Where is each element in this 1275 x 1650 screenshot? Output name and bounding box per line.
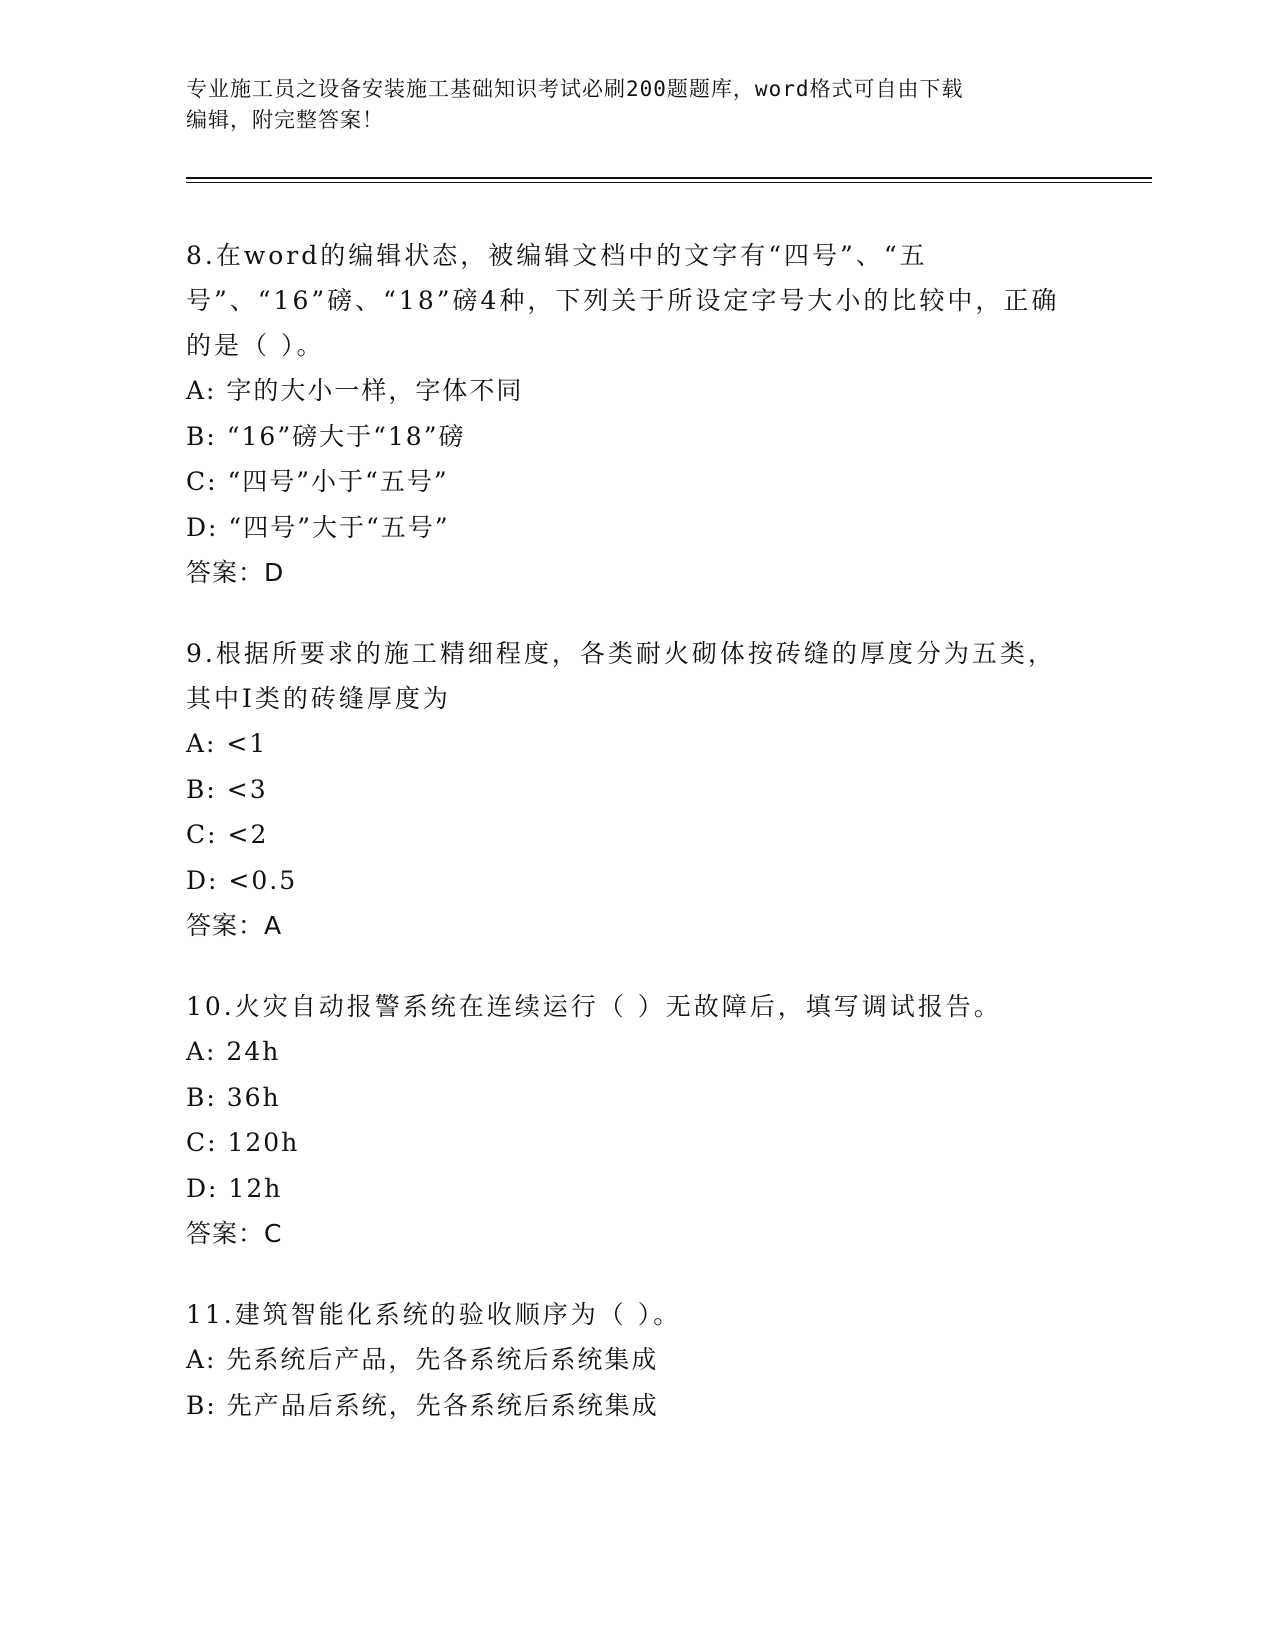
- header-divider-thin: [186, 182, 1152, 183]
- option-d: D: “四号”大于“五号”: [186, 512, 450, 542]
- option-a: A: <1: [186, 729, 268, 758]
- header-title-line-2: 编辑，附完整答案！: [186, 108, 384, 132]
- option-a: A: 先系统后产品，先各系统后系统集成: [186, 1345, 659, 1374]
- question-11: [186, 1292, 1066, 1428]
- answer-label: 答案：D: [186, 558, 285, 587]
- option-b: B: <3: [186, 774, 268, 804]
- answer-label: 答案：A: [186, 911, 283, 940]
- option-b: B: “16”磅大于“18”磅: [186, 421, 466, 451]
- option-c: C: “四号”小于“五号”: [186, 467, 449, 496]
- question-text: 9.根据所要求的施工精细程度，各类耐火砌体按砖缝的厚度分为五类，其中I类的砖缝厚度为: [186, 639, 1056, 713]
- question-8: [186, 233, 1066, 596]
- option-c: C: <2: [186, 820, 269, 849]
- option-b: B: 先产品后系统，先各系统后系统集成: [186, 1390, 659, 1420]
- question-text: 10.火灾自动报警系统在连续运行（ ）无故障后，填写调试报告。: [186, 992, 1002, 1021]
- question-9: [186, 631, 1066, 949]
- question-list: [186, 233, 1066, 1463]
- option-d: D: 12h: [186, 1173, 283, 1203]
- document-header: [186, 74, 1066, 136]
- question-text: 8.在word的编辑状态，被编辑文档中的文字有“四号”、“五号”、“16”磅、“18”磅4种，下列关于所设定字号大小的比较中，正确的是（ ）。: [186, 241, 1060, 360]
- header-title-line-1: 专业施工员之设备安装施工基础知识考试必刷200题题库，word格式可自由下载: [186, 77, 964, 101]
- option-d: D: <0.5: [186, 865, 298, 895]
- option-c: C: 120h: [186, 1128, 300, 1157]
- answer-label: 答案：C: [186, 1219, 283, 1248]
- option-a: A: 字的大小一样，字体不同: [186, 376, 524, 405]
- question-10: [186, 984, 1066, 1257]
- header-divider-thick: [186, 177, 1152, 179]
- question-text: 11.建筑智能化系统的验收顺序为（ ）。: [186, 1300, 682, 1329]
- option-b: B: 36h: [186, 1082, 281, 1112]
- option-a: A: 24h: [186, 1037, 281, 1066]
